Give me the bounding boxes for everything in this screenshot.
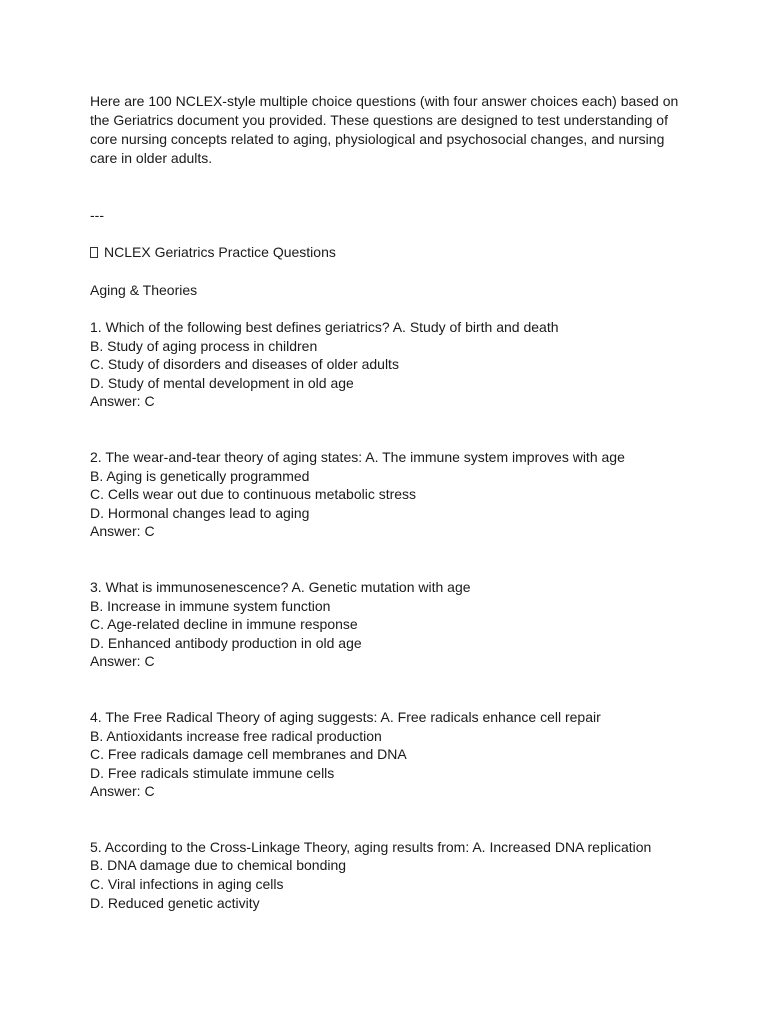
question-stem: 2. The wear-and-tear theory of aging states: A. The immune system improves with age xyxy=(90,448,625,465)
answer: Answer: C xyxy=(90,653,155,670)
option-d: D. Reduced genetic activity xyxy=(90,894,260,911)
option-b: B. Study of aging process in children xyxy=(90,337,318,354)
question-stem: 5. According to the Cross-Linkage Theory, aging results from: A. Increased DNA replication xyxy=(90,838,652,855)
option-d: D. Study of mental development in old age xyxy=(90,374,354,391)
option-b: B. Increase in immune system function xyxy=(90,597,331,614)
answer: Answer: C xyxy=(90,393,155,410)
option-b: B. Antioxidants increase free radical production xyxy=(90,727,382,744)
question-2 xyxy=(90,448,690,541)
option-c: C. Viral infections in aging cells xyxy=(90,876,284,893)
separator: --- xyxy=(90,207,104,223)
answer: Answer: C xyxy=(90,783,155,800)
option-b: B. Aging is genetically programmed xyxy=(90,467,310,484)
answer: Answer: C xyxy=(90,523,155,540)
document-page xyxy=(90,92,690,949)
option-d: D. Free radicals stimulate immune cells xyxy=(90,764,335,781)
question-1 xyxy=(90,318,690,411)
document-title-text: NCLEX Geriatrics Practice Questions xyxy=(104,244,336,260)
option-c: C. Age-related decline in immune response xyxy=(90,616,358,633)
question-3 xyxy=(90,578,690,671)
intro-paragraph: Here are 100 NCLEX-style multiple choice questions (with four answer choices each) based on the Geriatrics document you provided. These questions are designed to test understanding of core nursing concepts related to aging, physiological and psychosocial changes, and nursing care in older adults. xyxy=(90,93,679,166)
question-stem: 4. The Free Radical Theory of aging suggests: A. Free radicals enhance cell repair xyxy=(90,708,601,725)
question-4 xyxy=(90,708,690,801)
question-list xyxy=(90,318,690,912)
section-heading: Aging & Theories xyxy=(90,282,198,298)
option-c: C. Cells wear out due to continuous metabolic stress xyxy=(90,486,417,503)
option-c: C. Study of disorders and diseases of older adults xyxy=(90,356,399,373)
option-c: C. Free radicals damage cell membranes and DNA xyxy=(90,746,407,763)
option-b: B. DNA damage due to chemical bonding xyxy=(90,857,347,874)
option-d: D. Enhanced antibody production in old age xyxy=(90,634,362,651)
option-d: D. Hormonal changes lead to aging xyxy=(90,504,310,521)
document-title xyxy=(90,243,690,262)
question-stem: 3. What is immunosenescence? A. Genetic mutation with age xyxy=(90,578,471,595)
question-stem: 1. Which of the following best defines geriatrics? A. Study of birth and death xyxy=(90,319,559,335)
missing-glyph-icon xyxy=(90,247,98,258)
question-5 xyxy=(90,838,690,912)
